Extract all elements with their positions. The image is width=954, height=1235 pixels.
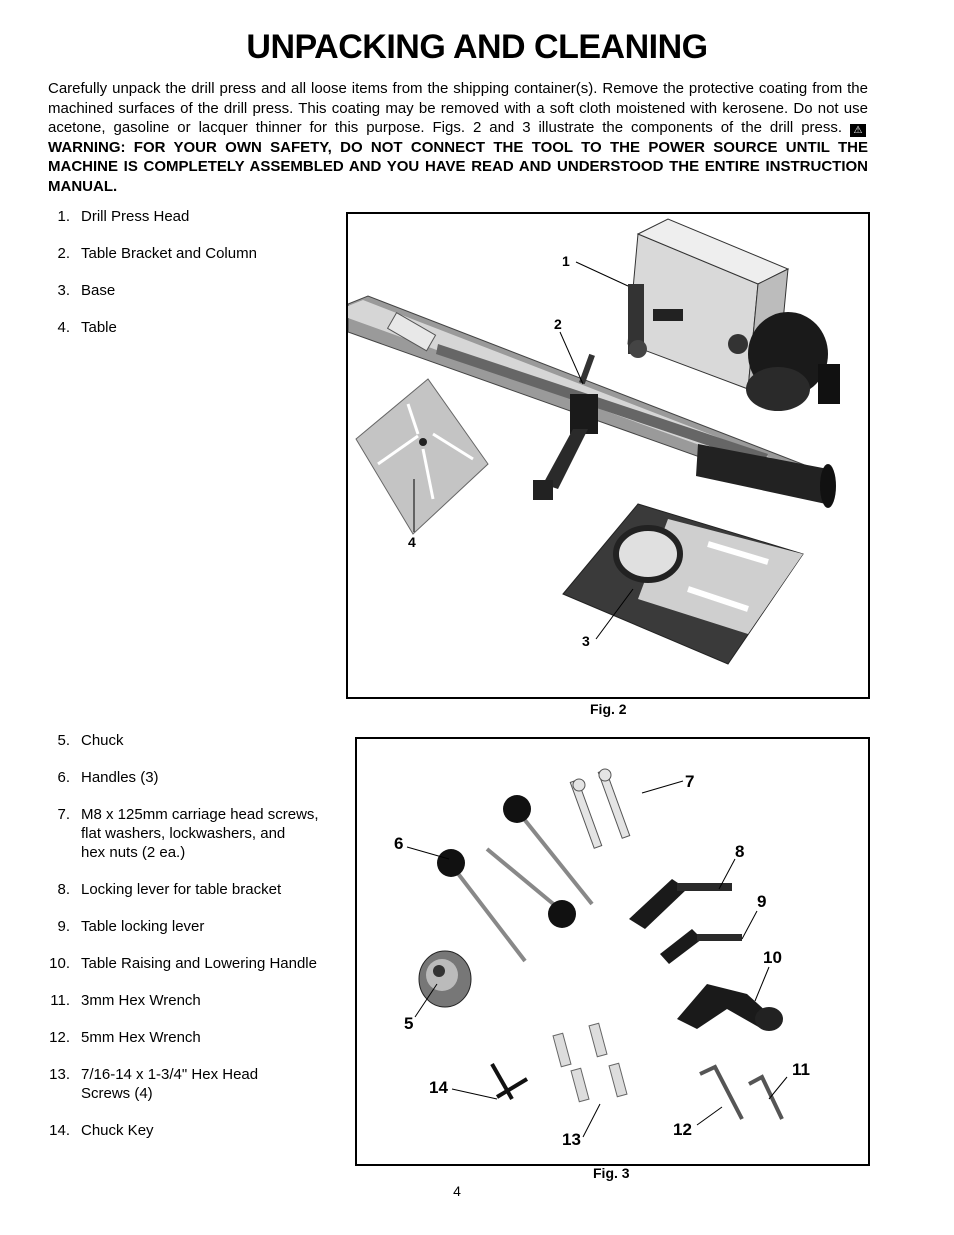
intro-paragraph xyxy=(48,79,868,196)
locking-lever-illustration xyxy=(629,879,732,929)
list-item: 3. Base xyxy=(57,282,116,299)
list-item: 12. 5mm Hex Wrench xyxy=(49,1029,201,1046)
figure-3-illustration xyxy=(357,739,868,1164)
figure-3-caption: Fig. 3 xyxy=(593,1165,630,1181)
list-item: 2. Table Bracket and Column xyxy=(57,245,257,262)
chuck-key-illustration xyxy=(492,1064,527,1099)
callout-2: 2 xyxy=(554,316,562,332)
callout-9: 9 xyxy=(757,892,767,911)
callout-3: 3 xyxy=(582,633,590,649)
figure-2-caption: Fig. 2 xyxy=(590,701,627,717)
warning-triangle-icon: ⚠ xyxy=(850,124,866,137)
parts-list-fig3 xyxy=(48,731,348,1158)
list-item: 6. Handles (3) xyxy=(57,769,159,786)
table-illustration xyxy=(356,379,488,534)
list-item: 9. Table locking lever xyxy=(57,918,205,935)
handles-illustration xyxy=(437,795,592,961)
list-item: 5. Chuck xyxy=(57,732,124,749)
list-item: 13. 7/16-14 x 1-3/4" Hex Head Screws (4) xyxy=(49,1066,259,1102)
list-item: 8. Locking lever for table bracket xyxy=(57,881,282,898)
callout-8: 8 xyxy=(735,842,745,861)
parts-list-fig2 xyxy=(48,207,257,355)
page-title: UNPACKING AND CLEANING xyxy=(246,28,708,66)
figure-3 xyxy=(355,737,870,1166)
callout-7: 7 xyxy=(685,772,695,791)
callout-6: 6 xyxy=(394,834,404,853)
callout-13: 13 xyxy=(562,1130,581,1149)
callout-1: 1 xyxy=(562,253,570,269)
list-item: 1. Drill Press Head xyxy=(57,208,190,225)
callout-12: 12 xyxy=(673,1120,692,1139)
intro-text: Carefully unpack the drill press and all loose items from the shipping container(s). Remove the protective coating from the machined surfaces of the drill press. This coating may be removed with a soft cloth moistened with kerosene. Do not use acetone, gasoline or lacquer thinner for this purpose. Figs. 2 and 3 illustrate the components of the drill press. xyxy=(48,80,868,136)
page-number: 4 xyxy=(453,1183,461,1199)
raising-handle-illustration xyxy=(677,984,783,1031)
hex-screws-illustration xyxy=(553,1023,627,1101)
figure-2 xyxy=(346,212,870,699)
figure-2-illustration xyxy=(348,214,868,697)
hex-wrenches-illustration xyxy=(700,1067,782,1119)
list-item: 14. Chuck Key xyxy=(49,1122,154,1139)
callout-5: 5 xyxy=(404,1014,414,1033)
callout-4: 4 xyxy=(408,534,416,550)
table-locking-lever-illustration xyxy=(660,929,742,964)
list-item: 11. 3mm Hex Wrench xyxy=(50,992,201,1009)
safety-warning: WARNING: FOR YOUR OWN SAFETY, DO NOT CONNECT THE TOOL TO THE POWER SOURCE UNTIL THE MACHINE IS COMPLETELY ASSEMBLED AND YOU HAVE READ AND UNDERSTOOD THE ENTIRE INSTRUCTION MANUAL. xyxy=(48,138,868,195)
callout-10: 10 xyxy=(763,948,782,967)
list-item: 7. M8 x 125mm carriage head screws, flat washers, lockwashers, and hex nuts (2 ea.) xyxy=(57,806,319,861)
base-illustration xyxy=(563,504,803,664)
list-item: 4. Table xyxy=(57,319,117,336)
callout-14: 14 xyxy=(429,1078,448,1097)
callout-11: 11 xyxy=(792,1060,810,1079)
drill-head-illustration xyxy=(628,219,840,411)
list-item: 10. Table Raising and Lowering Handle xyxy=(49,955,317,972)
carriage-screws-illustration xyxy=(570,769,629,848)
